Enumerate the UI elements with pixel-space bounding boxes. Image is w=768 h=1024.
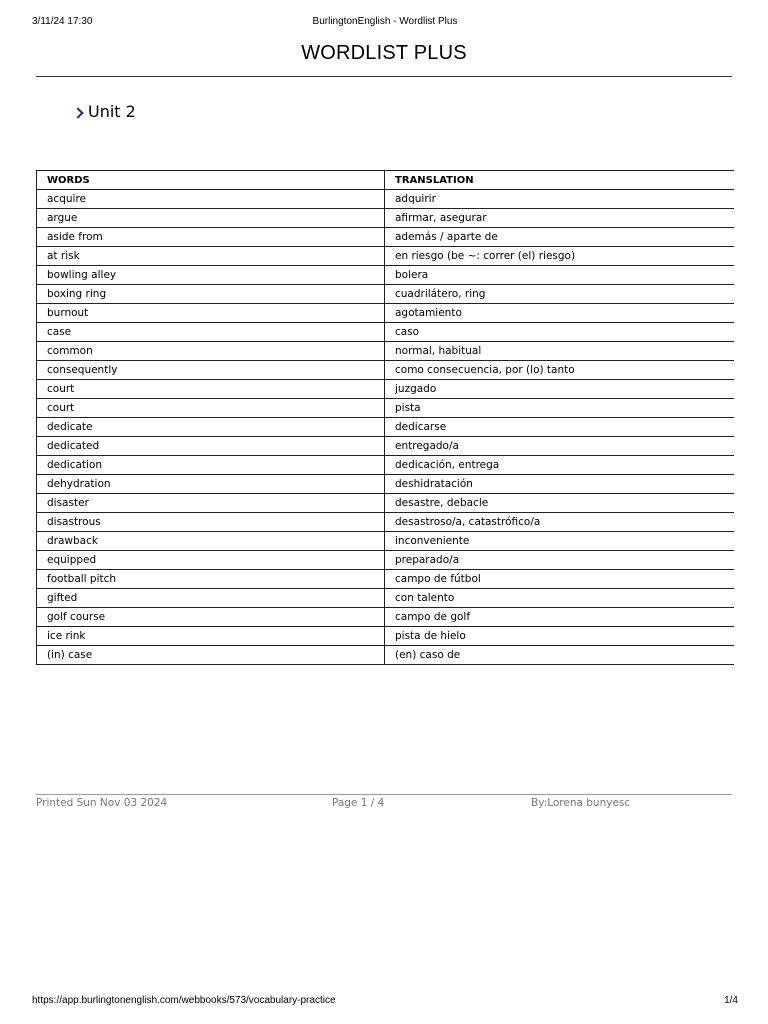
translation-cell: deshidratación xyxy=(385,475,734,494)
translation-cell: entregado/a xyxy=(385,437,734,456)
translation-cell: dedicación, entrega xyxy=(385,456,734,475)
translation-cell: preparado/a xyxy=(385,551,734,570)
translation-cell: campo de fútbol xyxy=(385,570,734,589)
table-row xyxy=(37,456,734,475)
table-row xyxy=(37,475,734,494)
word-cell: court xyxy=(37,399,385,418)
table-row xyxy=(37,551,734,570)
translation-cell: agotamiento xyxy=(385,304,734,323)
page-footer xyxy=(36,794,732,815)
translation-cell: pista xyxy=(385,399,734,418)
table-row xyxy=(37,304,734,323)
table-row xyxy=(37,266,734,285)
table-row xyxy=(37,646,734,665)
table-row xyxy=(37,513,734,532)
print-datetime: 3/11/24 17:30 xyxy=(32,16,93,27)
table-row xyxy=(37,342,734,361)
word-cell: equipped xyxy=(37,551,385,570)
translation-cell: como consecuencia, por (lo) tanto xyxy=(385,361,734,380)
word-cell: dedicated xyxy=(37,437,385,456)
table-row xyxy=(37,247,734,266)
translation-cell: dedicarse xyxy=(385,418,734,437)
translation-cell: además / aparte de xyxy=(385,228,734,247)
word-cell: burnout xyxy=(37,304,385,323)
table-row xyxy=(37,323,734,342)
column-header-words: WORDS xyxy=(37,171,385,190)
word-cell: argue xyxy=(37,209,385,228)
translation-cell: afirmar, asegurar xyxy=(385,209,734,228)
printed-date: Printed Sun Nov 03 2024 xyxy=(36,797,168,809)
table-row xyxy=(37,285,734,304)
word-cell: boxing ring xyxy=(37,285,385,304)
word-cell: dehydration xyxy=(37,475,385,494)
translation-cell: inconveniente xyxy=(385,532,734,551)
word-cell: court xyxy=(37,380,385,399)
translation-cell: en riesgo (be ~: correr (el) riesgo) xyxy=(385,247,734,266)
word-cell: disaster xyxy=(37,494,385,513)
page-number: Page 1 / 4 xyxy=(332,797,385,809)
word-cell: ice rink xyxy=(37,627,385,646)
word-cell: football pitch xyxy=(37,570,385,589)
wordlist-table xyxy=(36,170,734,665)
translation-cell: caso xyxy=(385,323,734,342)
table-row xyxy=(37,494,734,513)
translation-cell: desastroso/a, catastrófico/a xyxy=(385,513,734,532)
word-cell: consequently xyxy=(37,361,385,380)
word-cell: dedicate xyxy=(37,418,385,437)
table-row xyxy=(37,228,734,247)
print-header xyxy=(32,16,738,30)
translation-cell: (en) caso de xyxy=(385,646,734,665)
table-row xyxy=(37,608,734,627)
translation-cell: adquirir xyxy=(385,190,734,209)
translation-cell: juzgado xyxy=(385,380,734,399)
table-row xyxy=(37,437,734,456)
word-cell: gifted xyxy=(37,589,385,608)
word-cell: golf course xyxy=(37,608,385,627)
translation-cell: cuadrilátero, ring xyxy=(385,285,734,304)
translation-cell: bolera xyxy=(385,266,734,285)
table-header-row xyxy=(37,171,734,190)
table-row xyxy=(37,190,734,209)
table-row xyxy=(37,532,734,551)
table-row xyxy=(37,361,734,380)
word-cell: disastrous xyxy=(37,513,385,532)
word-cell: (in) case xyxy=(37,646,385,665)
table-row xyxy=(37,209,734,228)
word-cell: bowling alley xyxy=(37,266,385,285)
translation-cell: con talento xyxy=(385,589,734,608)
word-cell: acquire xyxy=(37,190,385,209)
table-row xyxy=(37,399,734,418)
word-cell: at risk xyxy=(37,247,385,266)
word-cell: dedication xyxy=(37,456,385,475)
word-cell: case xyxy=(37,323,385,342)
title-divider xyxy=(36,76,732,77)
word-cell: drawback xyxy=(37,532,385,551)
word-cell: common xyxy=(37,342,385,361)
author-byline: By:Lorena bunyesc xyxy=(531,797,631,809)
page-title: WORDLIST PLUS xyxy=(301,42,467,64)
word-cell: aside from xyxy=(37,228,385,247)
table-row xyxy=(37,589,734,608)
wordlist-body xyxy=(37,190,734,665)
unit-heading xyxy=(74,102,136,121)
unit-heading-label: Unit 2 xyxy=(88,102,136,121)
translation-cell: campo de golf xyxy=(385,608,734,627)
print-url: https://app.burlingtonenglish.com/webbooks/573/vocabulary-practice xyxy=(32,995,336,1006)
print-page-number: 1/4 xyxy=(724,995,738,1006)
translation-cell: normal, habitual xyxy=(385,342,734,361)
print-document-title: BurlingtonEnglish - Wordlist Plus xyxy=(312,16,458,27)
chevron-right-icon xyxy=(72,107,83,118)
column-header-translation: TRANSLATION xyxy=(385,171,734,190)
table-row xyxy=(37,627,734,646)
translation-cell: desastre, debacle xyxy=(385,494,734,513)
table-row xyxy=(37,380,734,399)
translation-cell: pista de hielo xyxy=(385,627,734,646)
table-row xyxy=(37,418,734,437)
table-row xyxy=(37,570,734,589)
